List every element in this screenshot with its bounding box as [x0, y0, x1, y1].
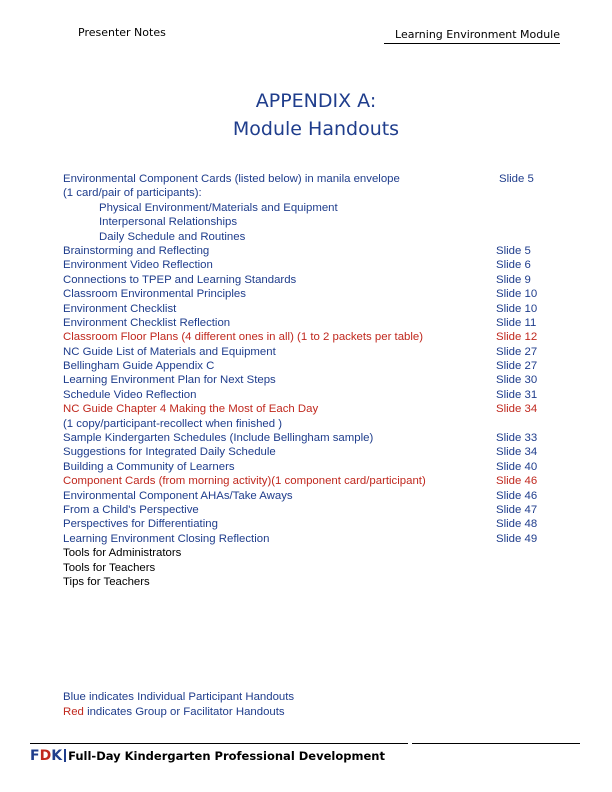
handout-slide: Slide 30 — [496, 374, 538, 387]
handout-title: Bellingham Guide Appendix C — [63, 360, 215, 373]
handout-slide: Slide 47 — [496, 503, 538, 516]
handout-title: Classroom Floor Plans (4 different ones in all) (1 to 2 packets per table) — [63, 331, 424, 344]
handout-row — [63, 517, 583, 531]
logo-divider — [64, 749, 66, 762]
handout-slide: Slide 33 — [496, 432, 538, 445]
handout-row — [63, 172, 583, 186]
handout-title: Tools for Administrators — [63, 547, 182, 560]
handout-row — [63, 532, 583, 546]
handout-row — [63, 431, 583, 445]
handout-title: Environmental Component Cards (listed below) in manila envelope — [63, 173, 400, 185]
handout-slide: Slide 48 — [496, 518, 538, 531]
handout-row — [63, 302, 583, 316]
legend-red-word: Red — [63, 706, 84, 718]
handout-row — [63, 388, 583, 402]
handout-title: Learning Environment Closing Reflection — [63, 532, 270, 545]
handout-slide: Slide 10 — [496, 288, 538, 301]
handout-title: NC Guide List of Materials and Equipment — [63, 345, 276, 358]
handout-title: Building a Community of Learners — [63, 460, 235, 473]
handout-row — [63, 201, 583, 215]
handout-title: Learning Environment Plan for Next Steps — [63, 374, 276, 387]
handout-row — [63, 287, 583, 301]
handout-slide: Slide 11 — [496, 316, 537, 329]
handout-title: Component Cards (from morning activity)(1 component card/participant) — [63, 475, 426, 488]
handout-slide: Slide 40 — [496, 460, 538, 473]
handout-slide: Slide 34 — [496, 446, 538, 459]
handout-title: NC Guide Chapter 4 Making the Most of Each Day — [63, 403, 319, 416]
handout-row — [63, 230, 583, 244]
handout-title: Classroom Environmental Principles — [63, 288, 246, 301]
handout-title: Environment Checklist Reflection — [63, 316, 231, 329]
handout-row — [63, 417, 583, 431]
handout-slide: Slide 46 — [496, 489, 538, 502]
handout-slide: Slide 12 — [496, 331, 538, 344]
handout-title: Brainstorming and Reflecting — [63, 244, 210, 257]
footer-rule-left — [30, 743, 408, 744]
handout-row — [63, 474, 583, 488]
footer-brand — [30, 748, 385, 764]
handout-row — [63, 546, 583, 560]
handout-slide: Slide 31 — [496, 388, 538, 401]
handout-title: Perspectives for Differentiating — [63, 518, 218, 531]
handout-row — [63, 460, 583, 474]
handout-row — [63, 402, 583, 416]
handout-title: Environment Checklist — [63, 302, 177, 315]
handout-title: Daily Schedule and Routines — [99, 230, 246, 243]
legend-blue-word: Blue — [63, 691, 86, 703]
handout-row — [63, 273, 583, 287]
legend-blue-text: indicates Individual Participant Handouts — [85, 691, 295, 703]
handout-row — [63, 489, 583, 503]
handout-title: Interpersonal Relationships — [99, 216, 238, 229]
handout-title: Connections to TPEP and Learning Standards — [63, 273, 297, 286]
handout-title: Environment Video Reflection — [63, 259, 213, 272]
handout-row — [63, 244, 583, 258]
handout-title: Suggestions for Integrated Daily Schedule — [63, 446, 276, 459]
handout-title: Physical Environment/Materials and Equipment — [99, 201, 338, 214]
logo-k: K — [51, 748, 63, 764]
handout-row — [63, 316, 583, 330]
handout-title: Schedule Video Reflection — [63, 388, 197, 401]
handout-slide: Slide 9 — [496, 273, 531, 286]
handout-title: (1 copy/participant-recollect when finished ) — [63, 417, 283, 430]
handout-row — [63, 258, 583, 272]
handout-row — [63, 359, 583, 373]
handout-slide: Slide 5 — [499, 173, 534, 185]
header-right: Learning Environment Module — [395, 28, 560, 41]
handout-slide: Slide 34 — [496, 403, 538, 416]
handout-row — [63, 575, 583, 589]
logo-d: D — [39, 748, 52, 764]
handout-title: Environmental Component AHAs/Take Aways — [63, 489, 293, 502]
appendix-subtitle: Module Handouts — [232, 118, 400, 140]
handout-slide: Slide 46 — [496, 475, 538, 488]
handout-slide: Slide 5 — [496, 244, 531, 257]
handout-title: Sample Kindergarten Schedules (Include Bellingham sample) — [63, 432, 374, 445]
handout-title: Tools for Teachers — [63, 561, 156, 574]
handout-title: (1 card/pair of participants): — [63, 187, 202, 200]
legend-red — [63, 705, 294, 720]
legend-blue — [63, 690, 294, 705]
footer-rule-right — [412, 743, 580, 744]
handout-row — [63, 503, 583, 517]
color-legend — [63, 690, 294, 720]
handout-slide: Slide 27 — [496, 360, 538, 373]
footer-text: Full-Day Kindergarten Professional Development — [68, 749, 385, 763]
legend-red-text: indicates Group or Facilitator Handouts — [83, 706, 285, 718]
handout-slide: Slide 49 — [496, 532, 538, 545]
handout-title: Tips for Teachers — [63, 575, 150, 588]
handout-title: From a Child's Perspective — [63, 503, 199, 516]
handout-row — [63, 445, 583, 459]
handout-slide: Slide 6 — [496, 259, 531, 272]
handout-slide: Slide 27 — [496, 345, 538, 358]
handout-list — [63, 172, 583, 589]
header-rule — [384, 43, 560, 44]
handout-slide: Slide 10 — [496, 302, 538, 315]
header-left: Presenter Notes — [78, 26, 166, 39]
appendix-title: APPENDIX A: — [255, 90, 377, 112]
handout-row — [63, 215, 583, 229]
logo-f: F — [30, 748, 40, 764]
handout-row — [63, 345, 583, 359]
handout-row — [63, 561, 583, 575]
handout-row — [63, 186, 583, 200]
handout-row — [63, 330, 583, 344]
handout-row — [63, 373, 583, 387]
